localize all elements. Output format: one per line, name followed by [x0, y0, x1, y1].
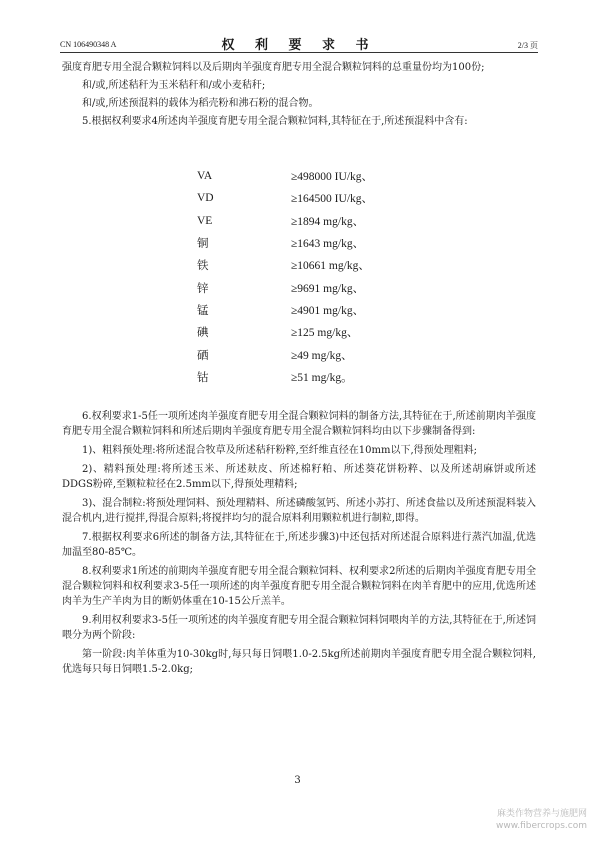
claims-bottom-section	[62, 409, 536, 681]
ingredient-name: 碘	[197, 327, 209, 340]
page-indicator: 2/3 页	[517, 41, 538, 50]
watermark	[496, 808, 587, 832]
ingredient-name: VA	[197, 170, 213, 183]
ingredient-row	[197, 366, 457, 388]
paragraph-claim-8: 8.权利要求1所述的前期肉羊强度育肥专用全混合颗粒饲料、权利要求2所述的后期肉羊强度育肥专用全混合颗粒饲料和权利要求3-5任一项所述的肉羊强度育肥专用全混合颗粒饲料在肉羊育肥中的应用,优选所述肉羊为生产羊肉为目的断奶体重在10-15公斤羔羊。	[62, 566, 536, 607]
premix-ingredient-list	[197, 165, 457, 388]
ingredient-row	[197, 232, 457, 254]
page-number: 3	[294, 775, 301, 786]
ingredient-value: ≥1894 mg/kg、	[291, 215, 365, 228]
claims-top-section	[62, 60, 536, 132]
paragraph: 和/或,所述秸秆为玉米秸秆和/或小麦秸秆;	[82, 80, 266, 91]
ingredient-value: ≥51 mg/kg。	[291, 371, 353, 384]
document-id: CN 106490348 A	[60, 40, 117, 49]
paragraph-claim-7: 7.根据权利要求6所述的制备方法,其特征在于,所述步骤3)中还包括对所述混合原料进行蒸汽加温,优选加温至80-85℃。	[62, 532, 536, 558]
ingredient-row	[197, 165, 457, 187]
ingredient-row	[197, 210, 457, 232]
ingredient-row	[197, 187, 457, 209]
ingredient-value: ≥498000 IU/kg、	[291, 171, 374, 184]
ingredient-value: ≥1643 mg/kg、	[291, 238, 365, 251]
page-title: 权 利 要 求 书	[221, 38, 377, 53]
watermark-url: www.fibercrops.com	[496, 821, 587, 831]
paragraph-stage-1: 第一阶段:肉羊体重为10-30kg时,每只每日饲喂1.0-2.5kg所述前期肉羊强度育肥专用全混合颗粒饲料,优选每只每日饲喂1.5-2.0kg;	[62, 649, 536, 675]
ingredient-name: 钴	[197, 371, 209, 384]
ingredient-value: ≥4901 mg/kg、	[291, 304, 365, 317]
ingredient-name: VE	[197, 214, 213, 227]
paragraph-claim-9: 9.利用权利要求3-5任一项所述的肉羊强度育肥专用全混合颗粒饲料饲喂肉羊的方法,其特征在于,所述饲喂分为两个阶段:	[62, 615, 536, 641]
ingredient-name: 硒	[197, 349, 209, 362]
paragraph: 强度育肥专用全混合颗粒饲料以及后期肉羊强度育肥专用全混合颗粒饲料的总重量份均为100份;	[62, 62, 485, 73]
ingredient-row	[197, 254, 457, 276]
ingredient-name: 铁	[197, 260, 209, 273]
ingredient-value: ≥10661 mg/kg、	[291, 260, 370, 273]
ingredient-row	[197, 343, 457, 365]
ingredient-name: 锰	[197, 304, 209, 317]
ingredient-name: 铜	[197, 238, 209, 251]
page-header	[60, 26, 538, 53]
ingredient-value: ≥49 mg/kg、	[291, 349, 353, 362]
paragraph-claim-5: 5.根据权利要求4所述肉羊强度育肥专用全混合颗粒饲料,其特征在于,所述预混料中含有:	[82, 116, 468, 127]
paragraph-step-3: 3)、混合制粒:将预处理饲料、预处理精料、所述磷酸氢钙、所述小苏打、所述食盐以及所述预混料装入混合机内,进行搅拌,得混合原料;将搅拌均匀的混合原料利用颗粒机进行制粒,即得。	[62, 498, 536, 524]
ingredient-value: ≥125 mg/kg、	[291, 327, 359, 340]
paragraph-step-1: 1)、粗料预处理:将所述混合牧草及所述秸秆粉粹,至纤维直径在10mm以下,得预处理粗料;	[82, 445, 478, 456]
ingredient-name: 锌	[197, 282, 209, 295]
ingredient-name: VD	[197, 192, 214, 205]
ingredient-value: ≥164500 IU/kg、	[291, 193, 374, 206]
paragraph: 和/或,所述预混料的载体为稻壳粉和沸石粉的混合物。	[82, 98, 319, 109]
ingredient-row	[197, 321, 457, 343]
paragraph-claim-6: 6.权利要求1-5任一项所述肉羊强度育肥专用全混合颗粒饲料的制备方法,其特征在于,所述前期肉羊强度育肥专用全混合颗粒饲料和所述后期肉羊强度育肥专用全混合颗粒饲料均由以下步骤制备得到:	[62, 411, 536, 437]
paragraph-step-2: 2)、精料预处理:将所述玉米、所述麸皮、所述棉籽粕、所述葵花饼粉粹、以及所述胡麻饼或所述DDGS粉碎,至颗粒粒径在2.5mm以下,得预处理精料;	[62, 464, 536, 490]
ingredient-row	[197, 276, 457, 298]
ingredient-row	[197, 299, 457, 321]
watermark-line: 麻类作物营养与施肥网	[496, 809, 587, 819]
ingredient-value: ≥9691 mg/kg、	[291, 282, 365, 295]
